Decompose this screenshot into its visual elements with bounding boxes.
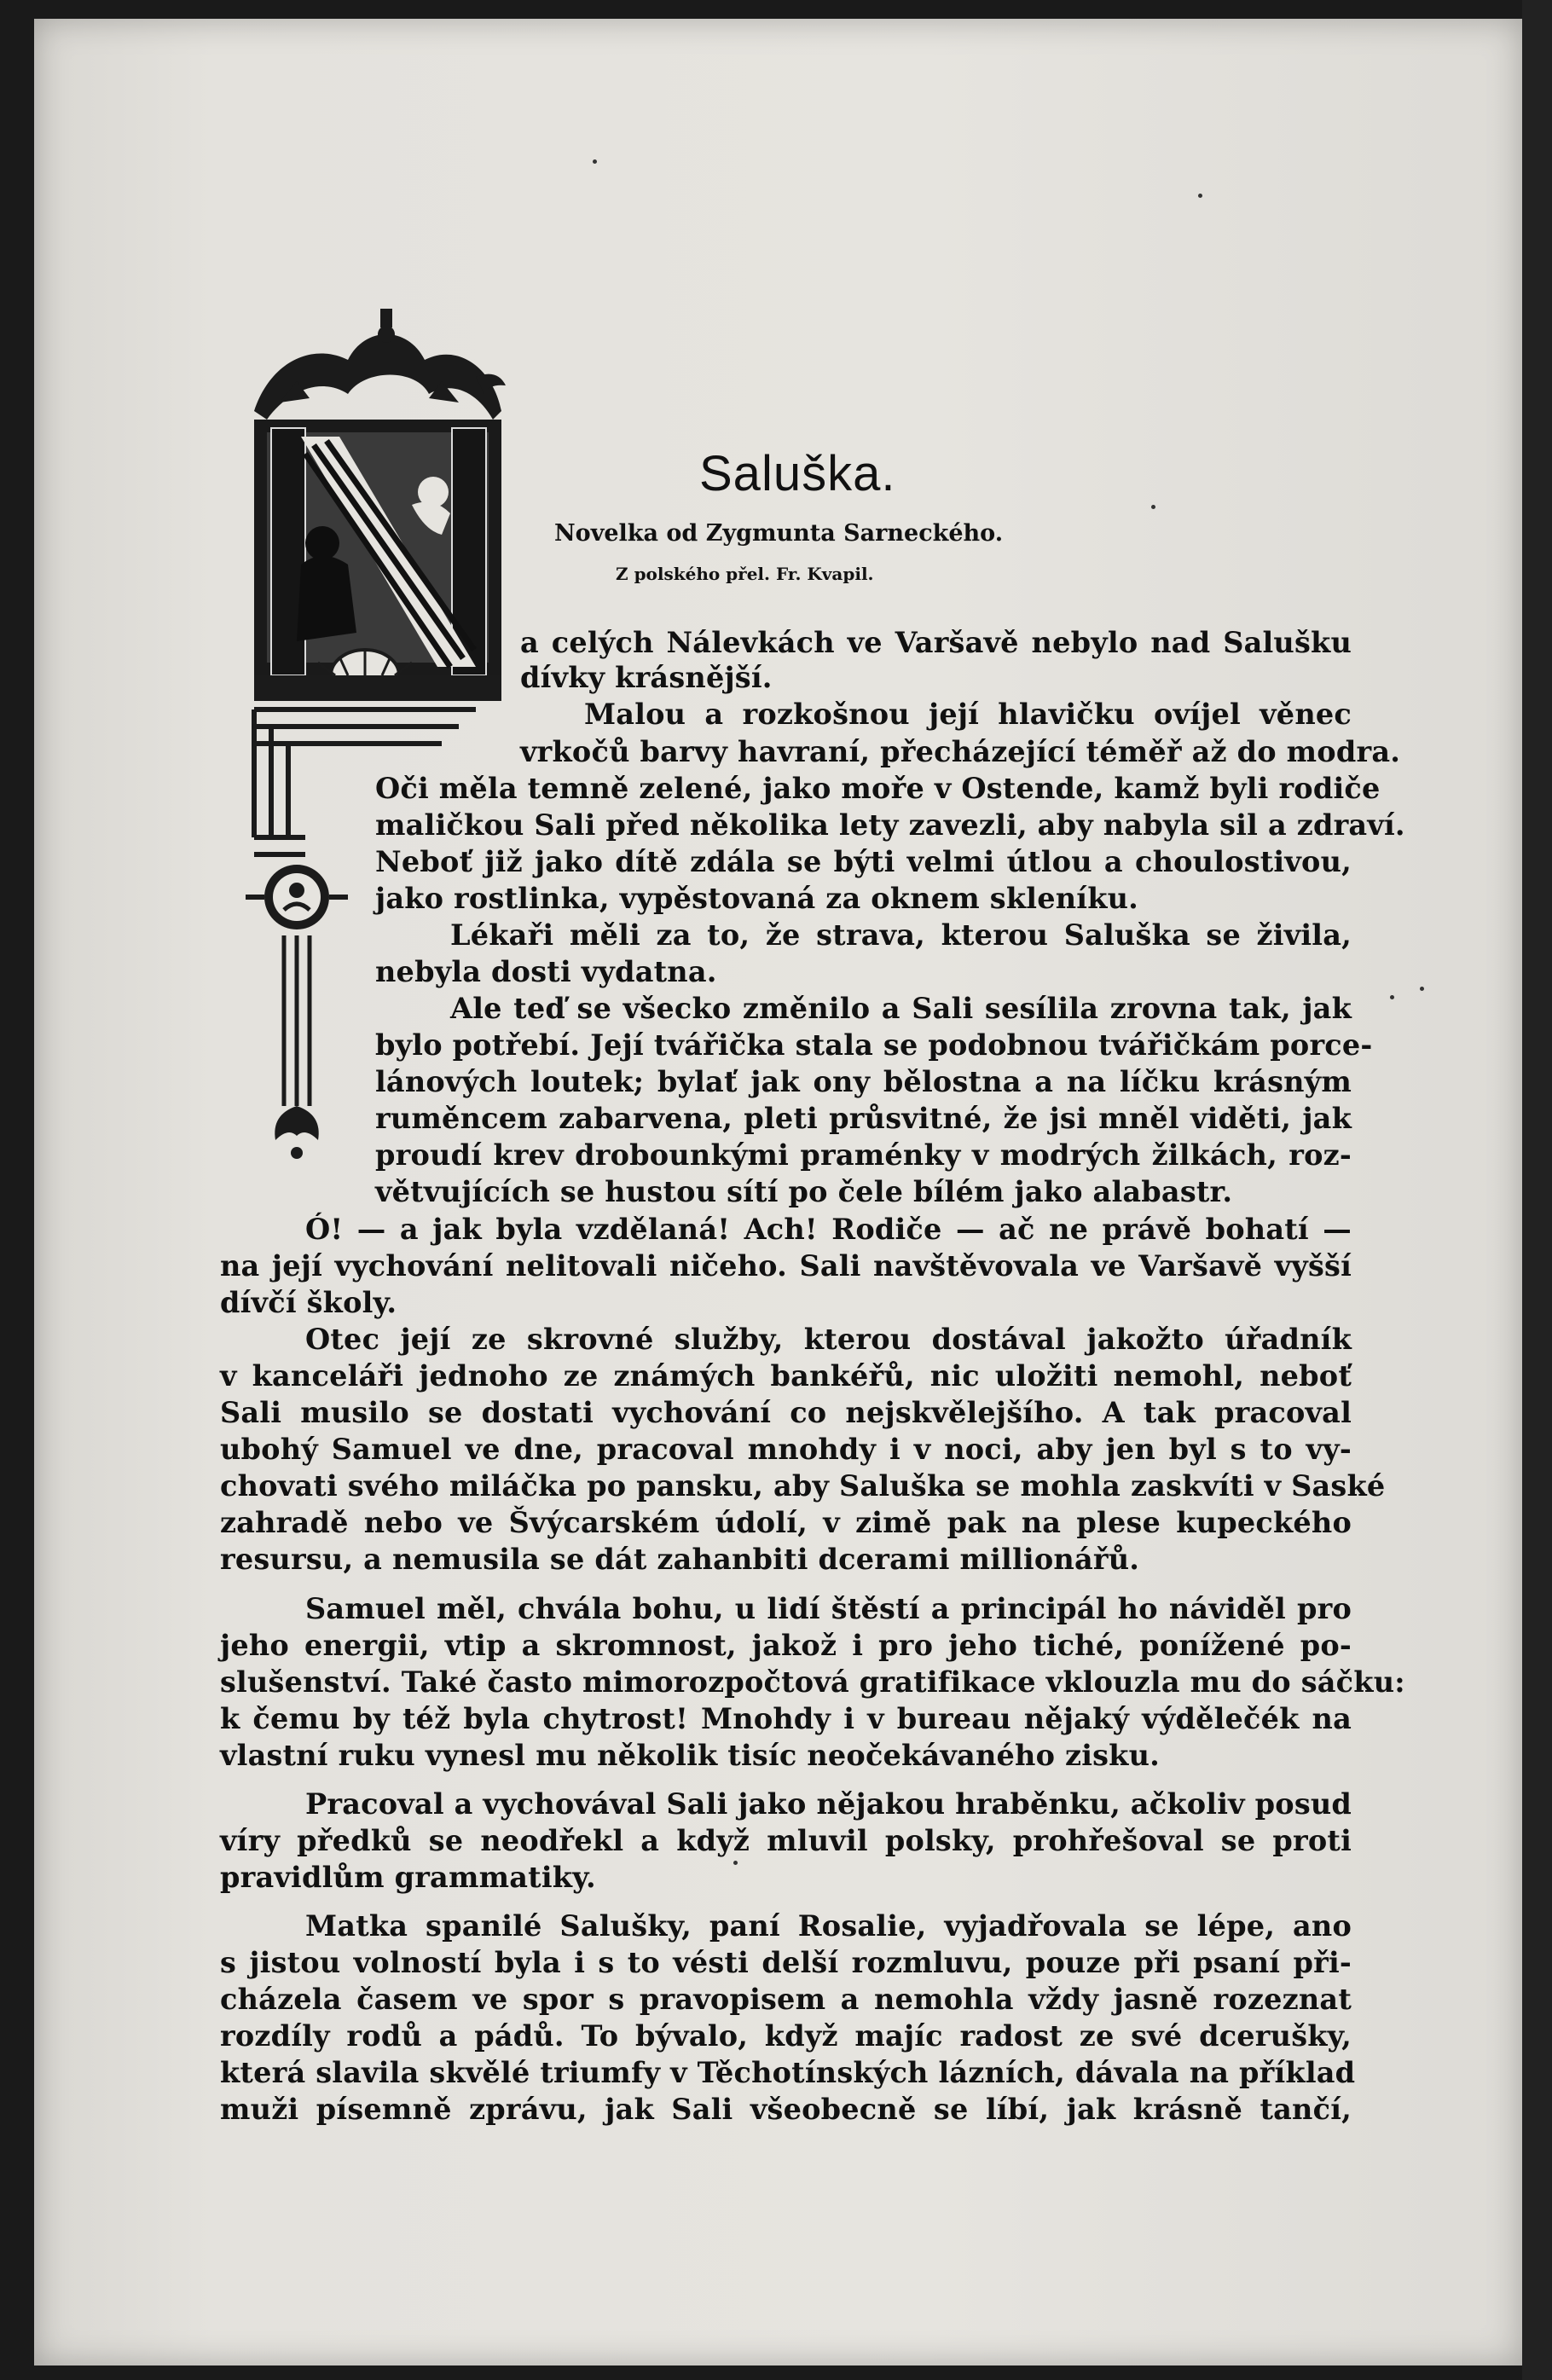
scan-speck	[1198, 194, 1202, 198]
text-line: zahradě nebo ve Švýcarském údolí, v zimě pak na plese kupeckého	[220, 1506, 1352, 1539]
text-line: Neboť již jako dítě zdála se býti velmi útlou a choulostivou,	[375, 845, 1352, 878]
text-line: slušenství. Také často mimorozpočtová gratifikace vklouzla mu do sáčku:	[220, 1665, 1405, 1699]
text-line: cházela časem ve spor s pravopisem a nemohla vždy jasně rozeznat	[220, 1983, 1352, 2016]
translator-credit: Z polského přel. Fr. Kvapil.	[616, 564, 874, 584]
text-line: Matka spanilé Salušky, paní Rosalie, vyjadřovala se lépe, ano	[305, 1909, 1352, 1943]
text-line: maličkou Sali před několika lety zavezli, aby nabyla sil a zdraví.	[375, 808, 1405, 842]
text-line: Samuel měl, chvála bohu, u lidí štěstí a principál ho náviděl pro	[305, 1592, 1352, 1625]
text-line: která slavila skvělé triumfy v Těchotínských lázních, dávala na příklad	[220, 2056, 1356, 2089]
text-line: s jistou volností byla i s to vésti delší rozmluvu, pouze při psaní při-	[220, 1946, 1352, 1979]
text-line: nebyla dosti vydatna.	[375, 955, 717, 988]
text-line: a celých Nálevkách ve Varšavě nebylo nad Salušku	[520, 626, 1352, 659]
scan-border	[1522, 0, 1552, 2380]
text-line: víry předků se neodřekl a když mluvil polsky, prohřešoval se proti	[220, 1824, 1352, 1857]
text-line: Pracoval a vychovával Sali jako nějakou hraběnku, ačkoliv posud	[305, 1787, 1352, 1821]
text-line: pravidlům grammatiky.	[220, 1861, 596, 1894]
scan-speck	[1151, 505, 1155, 509]
text-line: resursu, a nemusila se dát zahanbiti dcerami millionářů.	[220, 1543, 1140, 1576]
text-line: ruměncem zabarvena, pleti průsvitné, že jsi mněl viděti, jak	[375, 1102, 1352, 1135]
text-line: Sali musilo se dostati vychování co nejskvělejšího. A tak pracoval	[220, 1396, 1352, 1429]
text-line: Ale teď se všecko změnilo a Sali sesílila zrovna tak, jak	[450, 992, 1352, 1025]
story-subtitle: Novelka od Zygmunta Sarneckého.	[554, 520, 1004, 547]
text-line: muži písemně zprávu, jak Sali všeobecně se líbí, jak krásně tančí,	[220, 2093, 1352, 2126]
text-line: vrkočů barvy havraní, přecházející téměř až do modra.	[520, 735, 1401, 768]
text-line: proudí krev drobounkými praménky v modrých žilkách, roz-	[375, 1138, 1352, 1172]
body-text	[34, 19, 1522, 2366]
scan-speck	[1390, 995, 1394, 999]
text-line: v kanceláři jednoho ze známých bankéřů, nic uložiti nemohl, neboť	[220, 1359, 1352, 1393]
text-line: Lékaři měli za to, že strava, kterou Saluška se živila,	[450, 918, 1352, 952]
text-line: na její vychování nelitovali ničeho. Sali navštěvovala ve Varšavě vyšší	[220, 1249, 1352, 1283]
text-line: ubohý Samuel ve dne, pracoval mnohdy i v noci, aby jen byl s to vy-	[220, 1433, 1352, 1466]
story-title: Saluška.	[699, 446, 896, 501]
text-line: lánových loutek; bylať jak ony bělostna a na líčku krásným	[375, 1065, 1352, 1098]
text-line: Oči měla temně zelené, jako moře v Ostende, kamž byli rodiče	[375, 772, 1381, 805]
text-line: dívky krásnější.	[520, 661, 773, 694]
scan-speck	[1420, 987, 1424, 991]
text-line: jako rostlinka, vypěstovaná za oknem skleníku.	[375, 882, 1139, 915]
text-line: Malou a rozkošnou její hlavičku ovíjel věnec	[584, 698, 1352, 731]
scan-speck	[733, 1861, 738, 1865]
text-line: chovati svého miláčka po pansku, aby Saluška se mohla zaskvíti v Saské	[220, 1469, 1386, 1503]
book-page	[34, 19, 1522, 2366]
text-line: větvujících se hustou sítí po čele bílém jako alabastr.	[375, 1175, 1233, 1208]
text-line: bylo potřebí. Její tvářička stala se podobnou tvářičkám porce-	[375, 1028, 1373, 1062]
scan-speck	[593, 159, 597, 164]
text-line: Otec její ze skrovné služby, kterou dostával jakožto úřadník	[305, 1323, 1352, 1356]
text-line: vlastní ruku vynesl mu několik tisíc neočekávaného zisku.	[220, 1739, 1161, 1772]
text-line: jeho energii, vtip a skromnost, jakož i pro jeho tiché, ponížené po-	[220, 1629, 1352, 1662]
text-line: rozdíly rodů a pádů. To bývalo, když majíc radost ze své dcerušky,	[220, 2019, 1352, 2053]
text-line: dívčí školy.	[220, 1286, 397, 1319]
text-line: k čemu by též byla chytrost! Mnohdy i v bureau nějaký výdělečék na	[220, 1702, 1352, 1735]
text-line: Ó! — a jak byla vzdělaná! Ach! Rodiče — ač ne právě bohatí —	[305, 1213, 1352, 1246]
